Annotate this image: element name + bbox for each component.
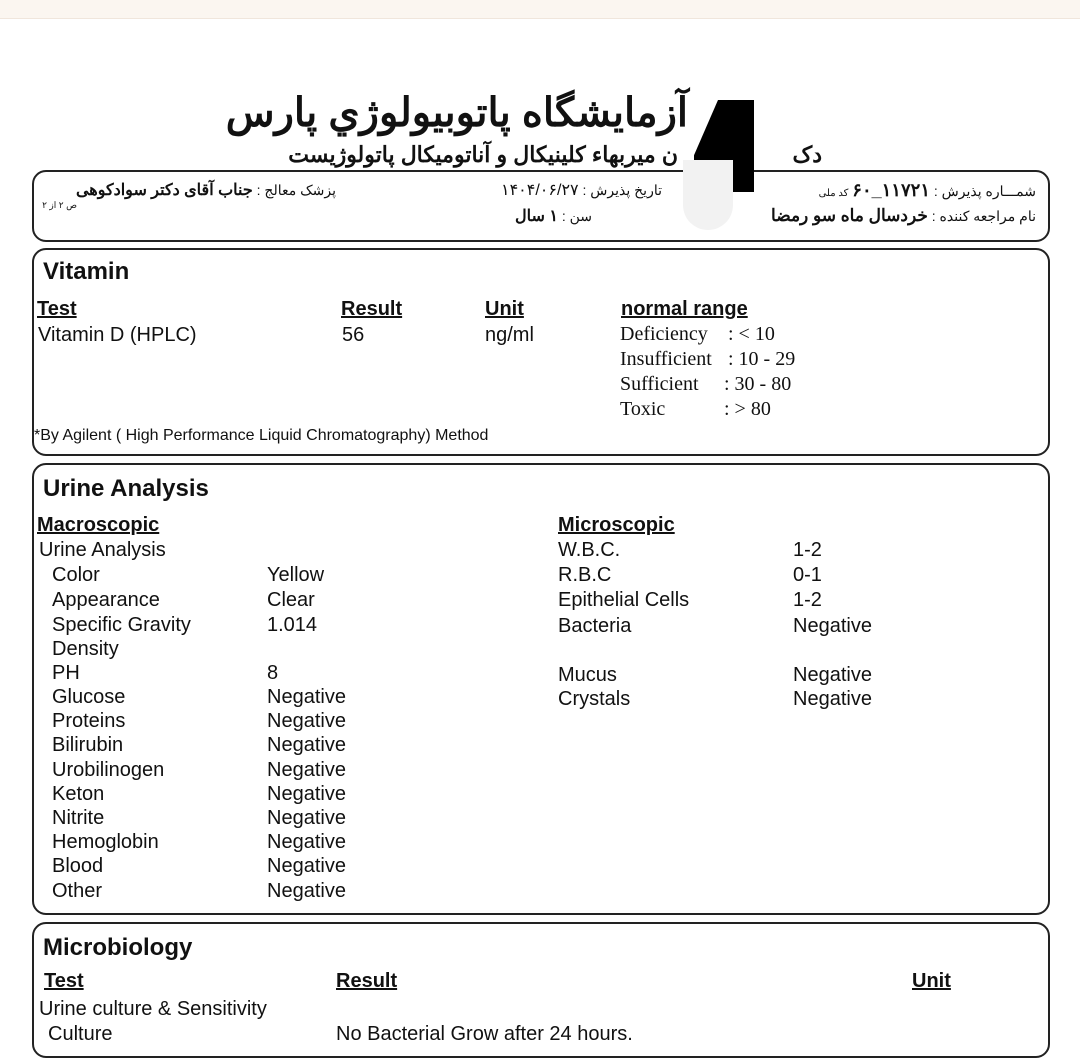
age: سن : ۱ سال bbox=[514, 208, 592, 225]
test-value: Negative bbox=[267, 710, 346, 732]
test-value: Negative bbox=[793, 615, 872, 637]
test-value: 1.014 bbox=[267, 614, 318, 636]
culture-group: Urine culture & Sensitivity bbox=[39, 998, 267, 1020]
vitamin-test: Vitamin D (HPLC) bbox=[38, 324, 197, 346]
vitamin-unit: ng/ml bbox=[485, 324, 534, 346]
test-value: 8 bbox=[267, 662, 279, 684]
result-row bbox=[558, 589, 822, 612]
result-row bbox=[52, 807, 346, 830]
result-row bbox=[558, 615, 872, 638]
test-value: 0-1 bbox=[793, 564, 822, 586]
result-row bbox=[52, 662, 279, 685]
doctor-line: ن میربهاء کلینیکال و آناتومیکال پاتولوژیست bbox=[288, 142, 678, 167]
range-row: Toxic : > 80 bbox=[620, 398, 771, 420]
result-row bbox=[52, 855, 346, 878]
test-value: Clear bbox=[267, 589, 315, 611]
test-name: Hemoglobin bbox=[52, 831, 159, 853]
col-result: Result bbox=[341, 298, 403, 320]
test-name: Mucus bbox=[558, 664, 617, 686]
macroscopic-header: Macroscopic bbox=[37, 514, 160, 536]
microscopic-header: Microscopic bbox=[558, 514, 675, 536]
test-value: Negative bbox=[793, 664, 872, 686]
result-row bbox=[52, 614, 318, 637]
method-note: *By Agilent ( High Performance Liquid Chromatography) Method bbox=[34, 427, 489, 444]
admission-date: تاریخ پذیرش : ۱۴۰۴/۰۶/۲۷ bbox=[500, 182, 662, 199]
vitamin-title: Vitamin bbox=[43, 258, 130, 285]
range-row: Sufficient : 30 - 80 bbox=[620, 373, 792, 395]
test-value: Negative bbox=[267, 686, 346, 708]
range-row: Deficiency : < 10 bbox=[620, 323, 775, 345]
test-name: Crystals bbox=[558, 688, 631, 710]
culture-test: Culture bbox=[48, 1023, 113, 1045]
test-value: Negative bbox=[267, 855, 346, 877]
test-name: Density bbox=[52, 638, 119, 660]
test-name: Color bbox=[52, 564, 100, 586]
result-row bbox=[52, 589, 315, 612]
page-number: ص ۲ از ۲ bbox=[42, 200, 77, 210]
result-row bbox=[52, 734, 346, 757]
result-row bbox=[558, 664, 872, 687]
result-row bbox=[52, 564, 325, 587]
test-value: Negative bbox=[267, 783, 346, 805]
urine-group: Urine Analysis bbox=[39, 539, 166, 561]
test-value: 1-2 bbox=[793, 539, 822, 561]
test-name: Urobilinogen bbox=[52, 759, 165, 781]
test-value: Negative bbox=[793, 688, 872, 710]
col-result: Result bbox=[336, 970, 398, 992]
culture-result: No Bacterial Grow after 24 hours. bbox=[336, 1023, 633, 1045]
result-row bbox=[52, 759, 346, 782]
result-row bbox=[558, 539, 822, 562]
col-test: Test bbox=[37, 298, 77, 320]
result-row bbox=[52, 638, 119, 661]
test-name: R.B.C bbox=[558, 564, 612, 586]
redaction-blur bbox=[683, 160, 733, 230]
test-name: Glucose bbox=[52, 686, 126, 708]
test-value: 1-2 bbox=[793, 589, 822, 611]
lab-name: آزمایشگاه پاتوبیولوژي پارس bbox=[225, 91, 688, 135]
normal-range-list bbox=[620, 323, 795, 423]
test-value: Negative bbox=[267, 759, 346, 781]
test-name: Appearance bbox=[52, 589, 160, 611]
result-row bbox=[52, 710, 346, 733]
test-name: PH bbox=[52, 662, 80, 684]
test-value: Negative bbox=[267, 734, 346, 756]
test-name: Proteins bbox=[52, 710, 126, 732]
result-row bbox=[52, 783, 346, 806]
result-row bbox=[558, 564, 822, 587]
test-name: Keton bbox=[52, 783, 105, 805]
col-range: normal range bbox=[621, 298, 748, 320]
result-row bbox=[52, 831, 346, 854]
test-name: Nitrite bbox=[52, 807, 105, 829]
test-value: Negative bbox=[267, 807, 346, 829]
test-name: Bacteria bbox=[558, 615, 632, 637]
col-unit: Unit bbox=[485, 298, 524, 320]
test-name: W.B.C. bbox=[558, 539, 621, 561]
test-value: Negative bbox=[267, 880, 346, 902]
top-bar bbox=[0, 0, 1080, 19]
result-row bbox=[52, 686, 346, 709]
range-row: Insufficient : 10 - 29 bbox=[620, 348, 796, 370]
test-value: Yellow bbox=[267, 564, 325, 586]
vitamin-section bbox=[32, 248, 1050, 456]
test-name: Blood bbox=[52, 855, 104, 877]
test-name: Epithelial Cells bbox=[558, 589, 690, 611]
col-test: Test bbox=[44, 970, 84, 992]
patient-name: نام مراجعه کننده : خردسال ماه سو رمضا bbox=[771, 206, 1036, 225]
result-row bbox=[52, 880, 346, 903]
urine-section bbox=[32, 463, 1050, 915]
urine-title: Urine Analysis bbox=[43, 475, 209, 502]
col-unit: Unit bbox=[912, 970, 951, 992]
test-name: Bilirubin bbox=[52, 734, 124, 756]
doctor-line-start: دک bbox=[792, 142, 822, 167]
test-name: Other bbox=[52, 880, 103, 902]
test-value: Negative bbox=[267, 831, 346, 853]
result-row bbox=[558, 688, 872, 711]
physician: پزشک معالج : جناب آقای دکتر سوادکوهی bbox=[75, 182, 336, 199]
microbiology-title: Microbiology bbox=[43, 934, 193, 961]
test-name: Specific Gravity bbox=[52, 614, 191, 636]
vitamin-result: 56 bbox=[342, 324, 365, 346]
admission-number: شمـــاره پذیرش : ۱۱۷۲۱_۶۰ کد ملی bbox=[818, 180, 1036, 200]
